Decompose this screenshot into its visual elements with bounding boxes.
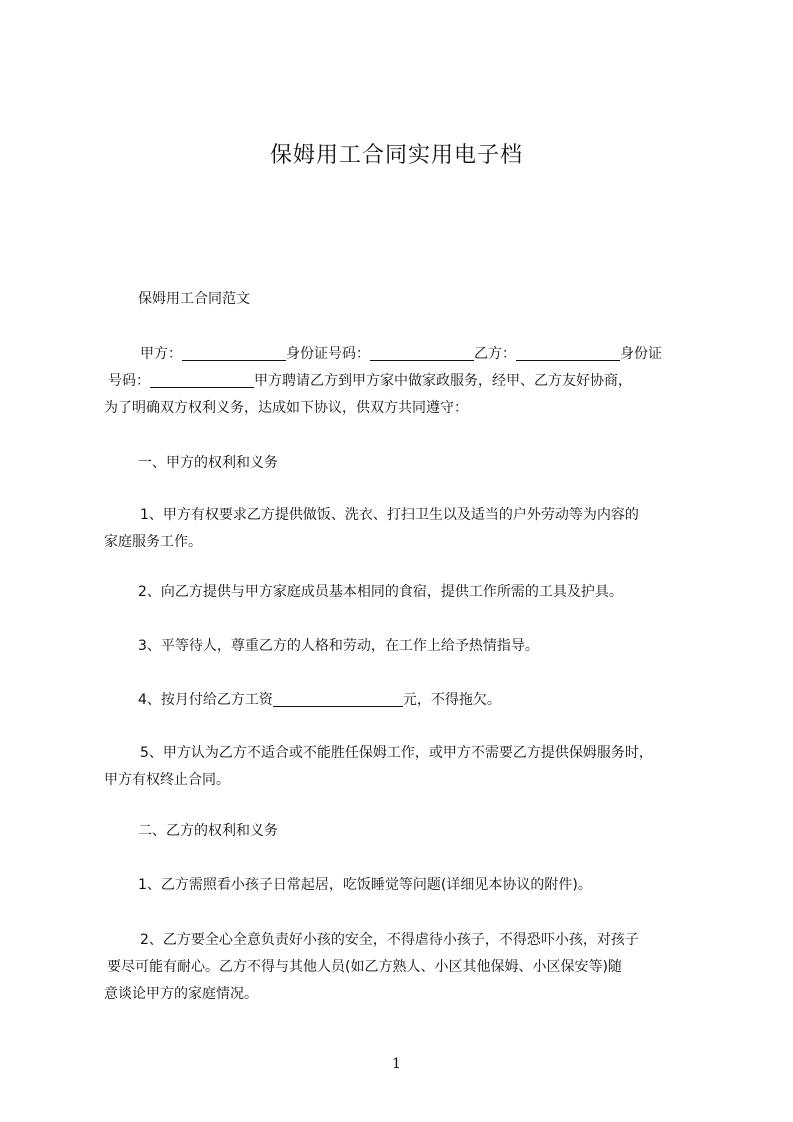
id-number-2-blank [150,372,254,388]
section-2-item-2-line-1: 2、乙方要全心全意负责好小孩的安全，不得虐待小孩子，不得恐吓小孩，对孩子 [140,932,639,948]
id-label-2a: 身份证 [620,346,662,362]
id-label-2b: 号码： [108,373,150,389]
section-1-item-1-line-1: 1、甲方有权要求乙方提供做饭、洗衣、打扫卫生以及适当的户外劳动等为内容的 [140,507,639,523]
intro-text: 甲方聘请乙方到甲方家中做家政服务，经甲、乙方友好协商， [254,373,632,389]
id-number-1-blank [370,345,474,361]
party-a-label: 甲方： [140,346,182,362]
document-title: 保姆用工合同实用电子档 [269,143,523,168]
section-1-item-5-line-2: 甲方有权终止合同。 [104,772,230,788]
section-2-item-1 [104,872,706,899]
section-1-item-3 [104,633,706,660]
parties-line-2 [104,368,706,395]
section-1-item-5 [104,740,706,794]
section-2-item-2-line-3: 意谈论甲方的家庭情况。 [104,986,258,1002]
salary-suffix: 元，不得拖欠。 [402,692,501,708]
section-2-heading [104,818,706,845]
document-subtitle [104,286,706,313]
section-2-item-1-text: 1、乙方需照看小孩子日常起居，吃饭睡觉等问题(详细见本协议的附件)。 [138,877,592,893]
parties-line-1 [104,341,706,368]
party-b-blank [516,345,620,361]
section-1-heading-text: 一、甲方的权利和义务 [138,455,278,471]
section-2-item-2-line-2: 要尽可能有耐心。乙方不得与其他人员(如乙方熟人、小区其他保姆、小区保安等)随 [107,959,622,975]
section-1-item-4 [104,687,706,714]
section-1-item-5-line-1: 5、甲方认为乙方不适合或不能胜任保姆工作，或甲方不需要乙方提供保姆服务时， [140,745,653,761]
parties-paragraph [104,341,706,422]
section-1-item-4-line [104,687,706,714]
section-2-heading-text: 二、乙方的权利和义务 [138,823,278,839]
section-2-item-2 [104,927,706,1008]
party-b-label: 乙方： [474,346,516,362]
section-1-item-2-text: 2、向乙方提供与甲方家庭成员基本相同的食宿，提供工作所需的工具及护具。 [138,584,623,600]
salary-prefix: 4、按月付给乙方工资 [138,692,273,708]
section-1-item-1-line-2: 家庭服务工作。 [104,534,202,550]
section-1-item-2 [104,579,706,606]
parties-line-3: 为了明确双方权利义务，达成如下协议，供双方共同遵守： [104,400,468,416]
page-number: 1 [392,1056,401,1072]
id-label-1: 身份证号码： [286,346,370,362]
party-a-blank [182,345,286,361]
section-1-heading [104,450,706,477]
section-1-item-1 [104,502,706,556]
section-1-item-3-text: 3、平等待人，尊重乙方的人格和劳动，在工作上给予热情指导。 [138,638,539,654]
subtitle-text: 保姆用工合同范文 [138,291,250,307]
salary-blank [273,691,403,707]
